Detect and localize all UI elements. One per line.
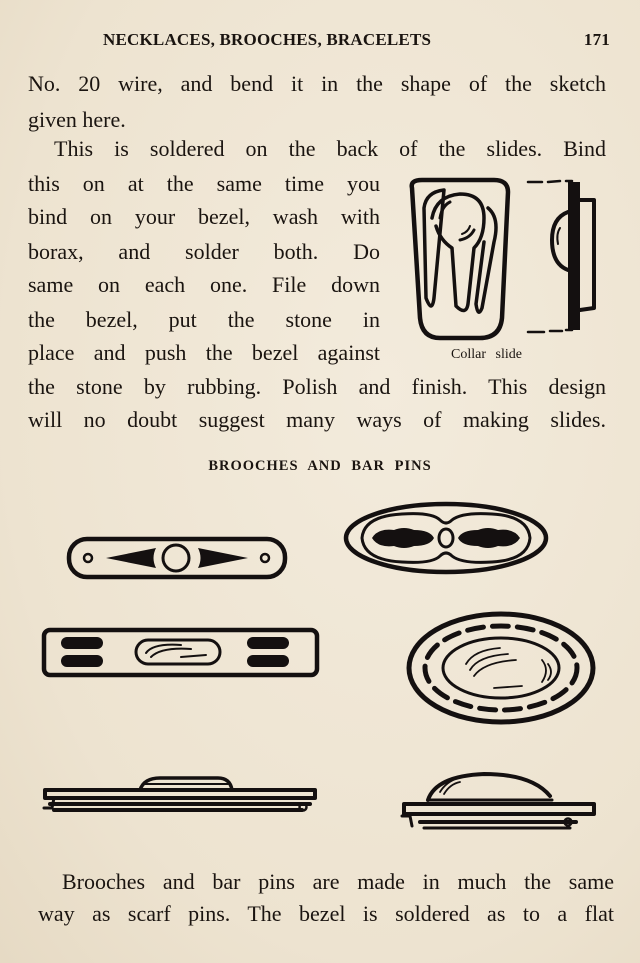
figure-caption: Collar slide [451,347,522,362]
text-line: Brooches and bar pins are made in much the same [62,869,614,894]
running-head-title: NECKLACES, BROOCHES, BRACELETS [103,30,432,49]
page-number: 171 [583,30,610,49]
section-heading: BROOCHES AND BAR PINS [208,458,432,474]
text-line: given here. [28,107,126,132]
bar-pin-center-stone-figure [41,627,321,679]
collar-slide-side-figure [524,178,604,338]
text-line: bind on your bezel, wash with [28,204,380,229]
oval-brooch-leaf-figure [342,500,552,576]
brooch-side-figure [400,770,600,836]
text-line: way as scarf pins. The bezel is soldered as to a flat [38,901,614,926]
text-line: This is soldered on the back of the slides. Bind [54,136,606,161]
text-line: the bezel, put the stone in [28,307,380,332]
text-line: will no doubt suggest many ways of making slides. [28,407,606,432]
text-line: the stone by rubbing. Polish and finish. This design [28,374,606,399]
collar-slide-front-figure [404,178,514,343]
oval-brooch-dashed-figure [404,610,600,728]
text-line: this on at the same time you [28,171,380,196]
text-line: No. 20 wire, and bend it in the shape of the sketch [28,71,606,96]
bar-pin-arrow-figure [66,536,290,582]
text-line: same on each one. File down [28,272,380,297]
text-line: borax, and solder both. Do [28,239,380,264]
bar-pin-side-figure [40,774,320,822]
text-line: place and push the bezel against [28,340,380,365]
